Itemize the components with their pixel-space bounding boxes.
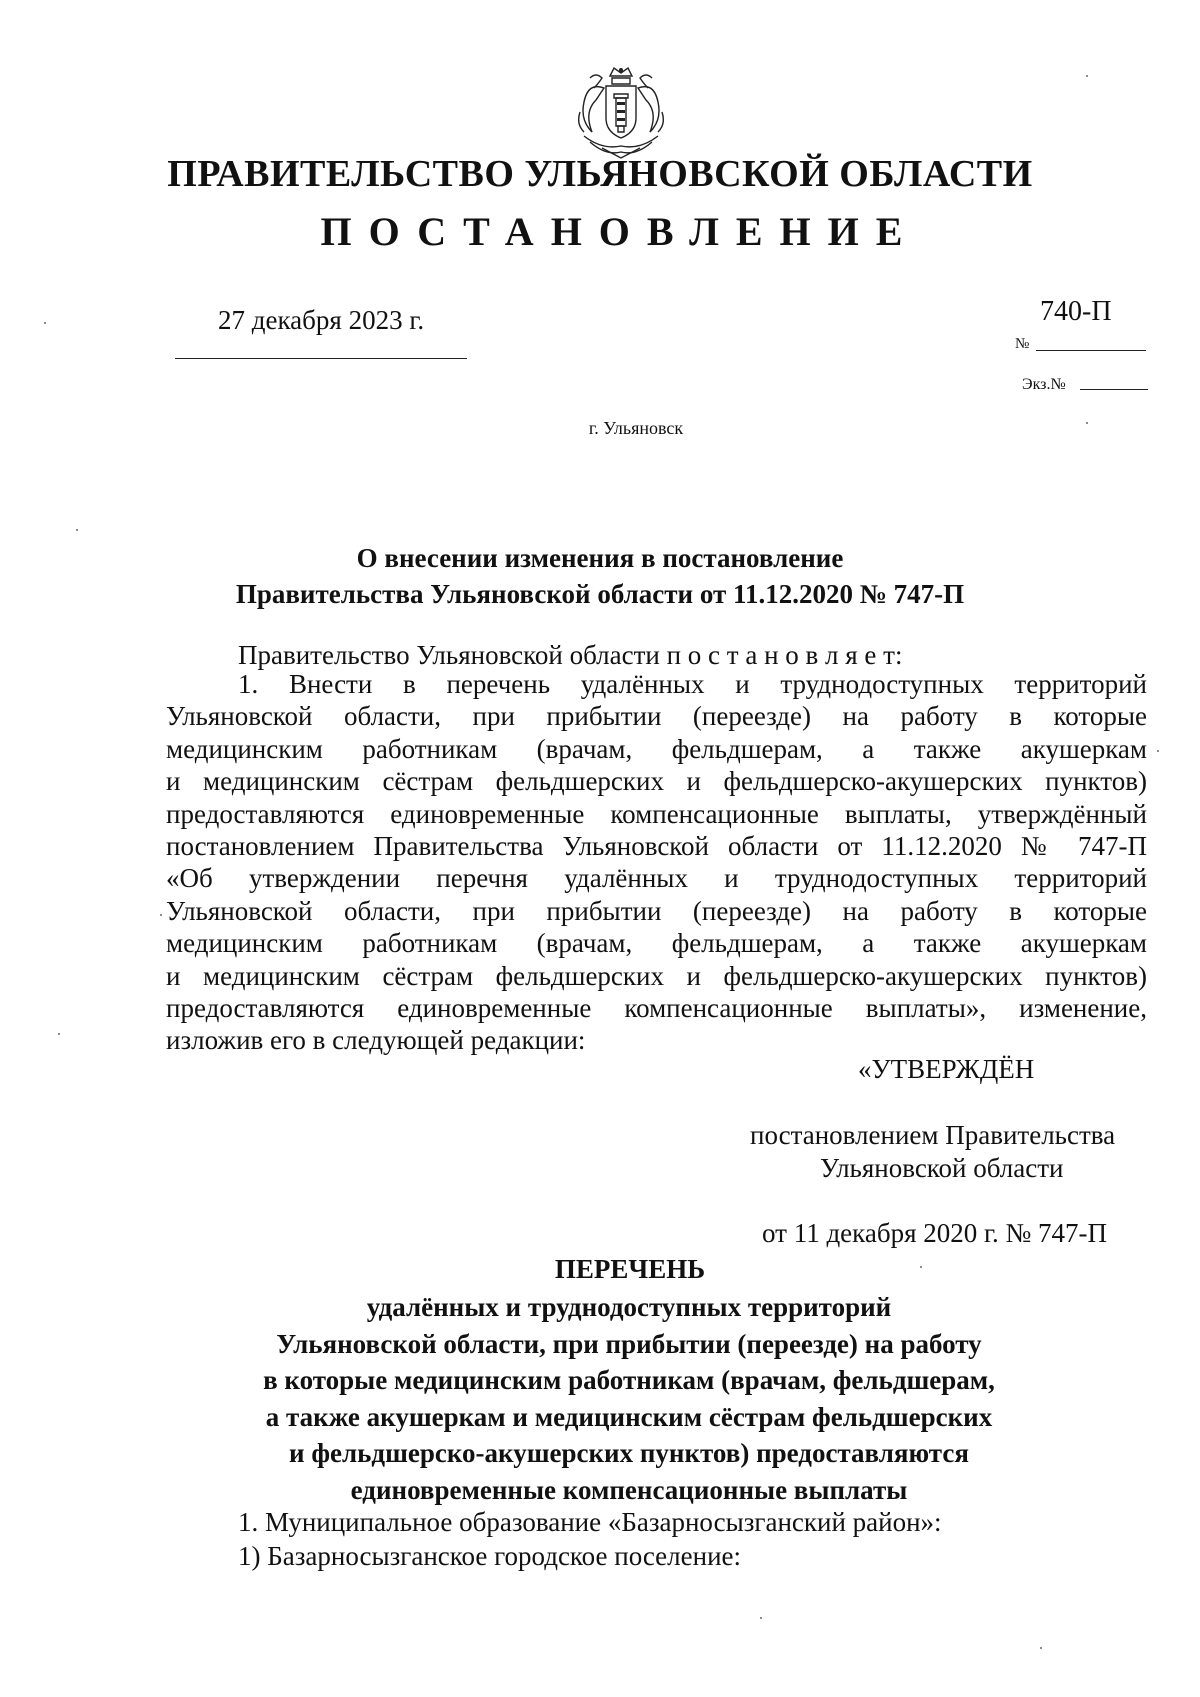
list-title: ПЕРЕЧЕНЬ (554, 1254, 706, 1284)
paragraph-line: и медицинским сёстрам фельдшерских и фельдшерско-акушерских пунктов) (166, 766, 1147, 797)
subject-line: О внесении изменения в постановление (356, 543, 844, 573)
number-underline (1036, 350, 1146, 351)
document-number: 740-П (1040, 296, 1112, 327)
number-label: № (1015, 336, 1030, 352)
list-item: 1. Муниципальное образование «Базарносызганский район»: (238, 1507, 942, 1537)
scan-speck (760, 1617, 762, 1619)
paragraph-line: Ульяновской области, при прибытии (переезде) на работу в которые (166, 701, 1147, 732)
list-subtitle (0, 1289, 1200, 1508)
scan-speck (1040, 1647, 1042, 1649)
government-heading: ПРАВИТЕЛЬСТВО УЛЬЯНОВСКОЙ ОБЛАСТИ (167, 153, 1033, 195)
list-subtitle-line: и фельдшерско-акушерских пунктов) предоставляются (289, 1438, 969, 1468)
city-name: г. Ульяновск (588, 418, 684, 438)
scan-speck (160, 914, 162, 916)
list-subtitle-line: удалённых и труднодоступных территорий (366, 1292, 892, 1322)
scan-speck (44, 322, 46, 324)
paragraph-line: медицинским работникам (врачам, фельдшерам, а также акушеркам (166, 733, 1147, 764)
ulyanovsk-coat-of-arms-icon (566, 62, 676, 162)
paragraph-line: 1. Внести в перечень удалённых и труднодоступных территорий (238, 669, 1147, 699)
resolution-paragraph (166, 668, 1147, 1057)
paragraph-line: Ульяновской области, при прибытии (переезде) на работу в которые (166, 895, 1147, 926)
approval-line: от 11 декабря 2020 г. № 747-П (762, 1218, 1108, 1248)
paragraph-line: предоставляются единовременные компенсационные выплаты», изменение, (166, 992, 1147, 1023)
paragraph-line: изложив его в следующей редакции: (166, 1025, 586, 1056)
approval-line: постановлением Правительства (750, 1120, 1116, 1150)
approval-line: Ульяновской области (820, 1153, 1064, 1183)
date-underline (175, 358, 467, 359)
paragraph-line: постановлением Правительства Ульяновской области от 11.12.2020 № 747-П (166, 830, 1147, 861)
scan-speck (1086, 75, 1088, 77)
scan-speck (58, 1033, 60, 1035)
list-subtitle-line: единовременные компенсационные выплаты (350, 1474, 908, 1505)
scan-speck (920, 1266, 922, 1268)
scan-speck (1157, 750, 1159, 752)
list-subtitle-line: а также акушеркам и медицинским сёстрам фельдшерских (265, 1401, 993, 1432)
list-subtitle-line: в которые медицинским работникам (врачам, фельдшерам, (263, 1365, 995, 1395)
document-type-heading: ПОСТАНОВЛЕНИЕ (320, 209, 920, 254)
list-item: 1) Базарносызганское городское поселение: (238, 1541, 742, 1571)
subject-line: Правительства Ульяновской области от 11.12.2020 № 747-П (235, 579, 965, 609)
approved-stamp: «УТВЕРЖДЁН (858, 1054, 1035, 1084)
copy-number-label: Экз.№ (1022, 376, 1066, 393)
document-subject (0, 540, 1200, 612)
paragraph-line: и медицинским сёстрам фельдшерских и фельдшерско-акушерских пунктов) (166, 960, 1147, 991)
document-date: 27 декабря 2023 г. (218, 305, 425, 335)
resolution-intro: Правительство Ульяновской области п о с т а н о в л я е т: (238, 640, 903, 670)
paragraph-line: медицинским работникам (врачам, фельдшерам, а также акушеркам (166, 928, 1147, 959)
scan-speck (1086, 422, 1088, 424)
paragraph-line: предоставляются единовременные компенсационные выплаты, утверждённый (166, 798, 1147, 829)
paragraph-line: «Об утверждении перечня удалённых и труднодоступных территорий (166, 863, 1147, 894)
copy-number-underline (1080, 389, 1148, 390)
list-subtitle-line: Ульяновской области, при прибытии (переезде) на работу (276, 1328, 982, 1359)
scan-speck (76, 529, 78, 531)
